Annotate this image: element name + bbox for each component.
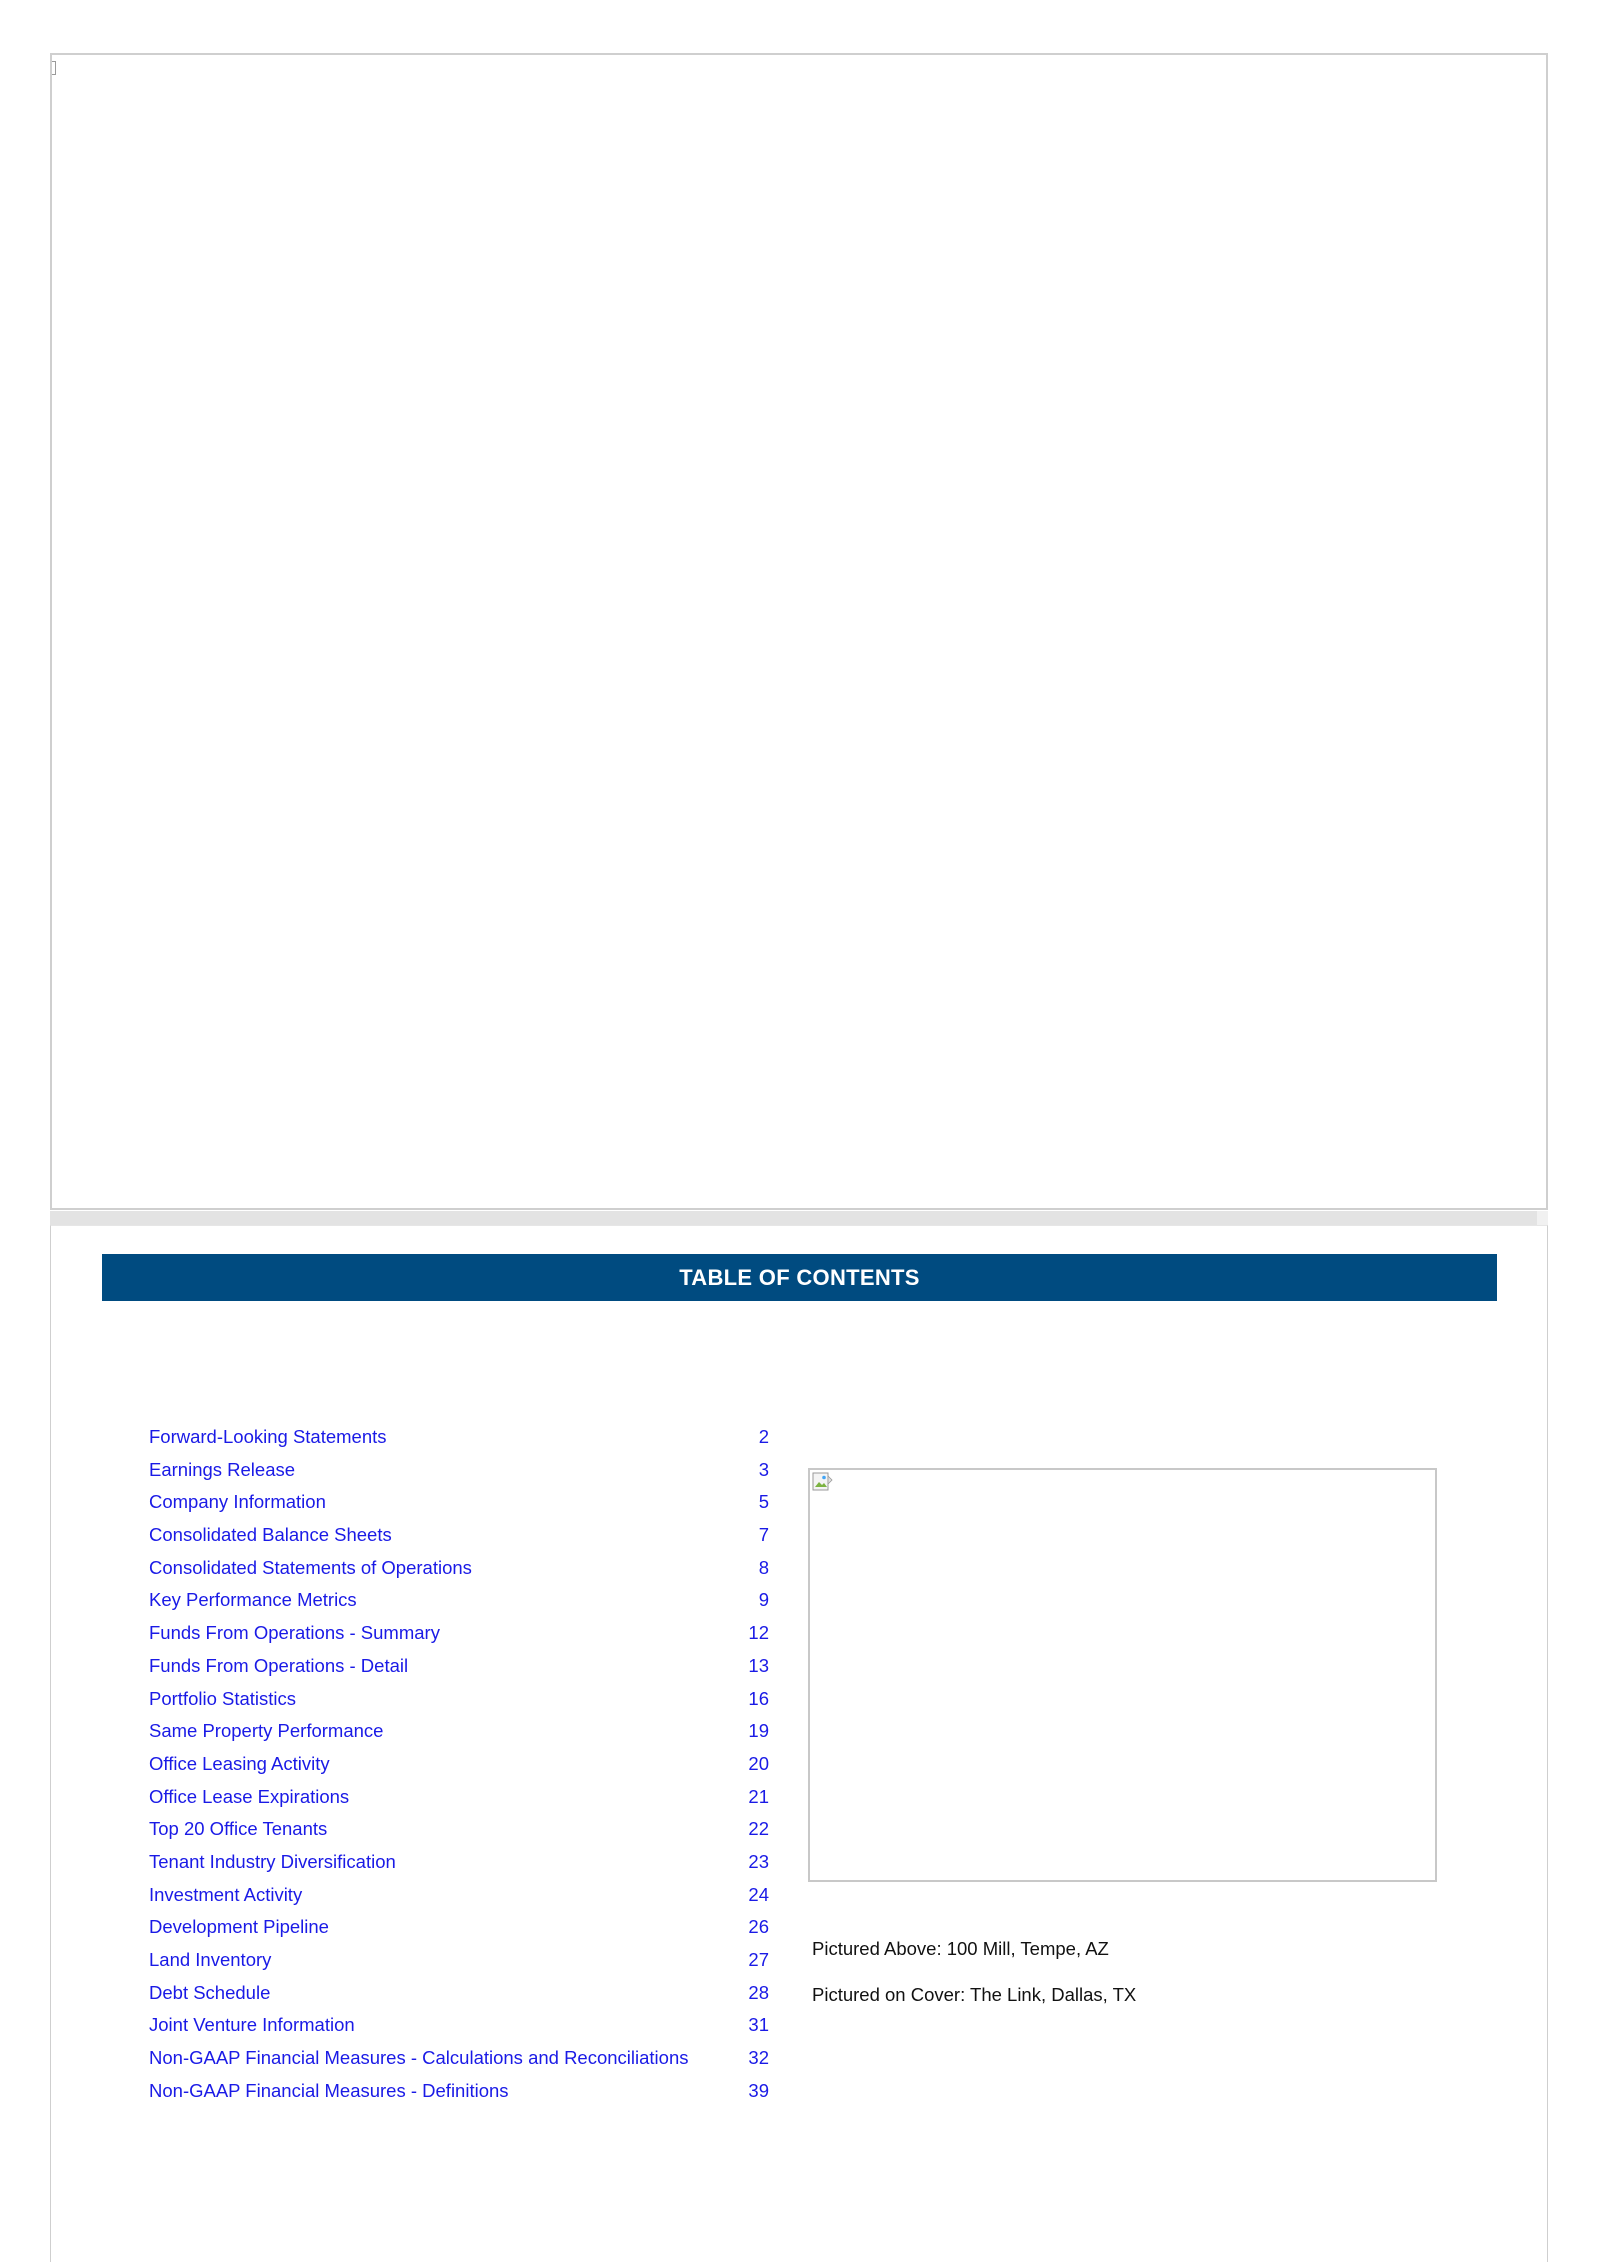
toc-item-page[interactable]: 27: [748, 1949, 769, 1970]
toc-item-label[interactable]: Development Pipeline: [149, 1916, 329, 1938]
toc-item-label[interactable]: Tenant Industry Diversification: [149, 1850, 396, 1872]
toc-item-label[interactable]: Same Property Performance: [149, 1720, 384, 1742]
toc-item-label[interactable]: Office Lease Expirations: [149, 1785, 350, 1807]
toc-item-office-lease-expirations[interactable]: [149, 1786, 769, 1819]
toc-item-page[interactable]: 22: [748, 1818, 769, 1840]
toc-item-ffo-detail[interactable]: [149, 1655, 769, 1688]
toc-item-same-property-performance[interactable]: [149, 1720, 769, 1753]
toc-item-page[interactable]: 31: [748, 2014, 769, 2036]
toc-item-office-leasing-activity[interactable]: [149, 1753, 769, 1786]
toc-item-non-gaap-calculations[interactable]: [149, 2047, 769, 2080]
toc-item-page[interactable]: 26: [748, 1916, 769, 1938]
caption-pictured-cover: Pictured on Cover: The Link, Dallas, TX: [812, 1984, 1137, 2005]
toc-item-debt-schedule[interactable]: [149, 1982, 769, 2015]
toc-item-page[interactable]: 2: [758, 1426, 769, 1447]
toc-item-tenant-industry-diversification[interactable]: [149, 1851, 769, 1884]
toc-item-page[interactable]: 3: [758, 1458, 769, 1480]
broken-image-icon: [812, 1472, 834, 1494]
toc-item-label[interactable]: Land Inventory: [149, 1949, 272, 1970]
toc-item-label[interactable]: Portfolio Statistics: [149, 1687, 297, 1709]
toc-item-label[interactable]: Top 20 Office Tenants: [149, 1818, 328, 1840]
toc-item-land-inventory[interactable]: [149, 1949, 769, 1982]
toc-item-top-20-office-tenants[interactable]: [149, 1818, 769, 1851]
page-separator-end: [1537, 1211, 1548, 1225]
toc-item-development-pipeline[interactable]: [149, 1916, 769, 1949]
toc-item-label[interactable]: Joint Venture Information: [149, 2014, 355, 2036]
toc-item-label[interactable]: Debt Schedule: [149, 1981, 271, 2003]
toc-item-label[interactable]: Forward-Looking Statements: [149, 1426, 387, 1447]
toc-item-label[interactable]: Consolidated Statements of Operations: [149, 1556, 472, 1578]
toc-title: TABLE OF CONTENTS: [679, 1264, 920, 1290]
toc-list: [149, 1426, 769, 2112]
cover-image-frame: [50, 53, 1548, 1210]
toc-item-page[interactable]: 21: [748, 1785, 769, 1807]
toc-item-earnings-release[interactable]: [149, 1459, 769, 1492]
toc-banner: [102, 1254, 1497, 1301]
toc-item-consolidated-statements-of-operations[interactable]: [149, 1557, 769, 1590]
toc-item-ffo-summary[interactable]: [149, 1622, 769, 1655]
toc-item-page[interactable]: 5: [758, 1491, 769, 1513]
toc-item-page[interactable]: 39: [748, 2079, 769, 2101]
caption-pictured-above: Pictured Above: 100 Mill, Tempe, AZ: [812, 1938, 1109, 1959]
toc-item-investment-activity[interactable]: [149, 1884, 769, 1917]
toc-item-page[interactable]: 8: [758, 1556, 769, 1578]
toc-item-page[interactable]: 23: [748, 1850, 769, 1872]
toc-item-page[interactable]: 9: [758, 1589, 769, 1611]
toc-item-key-performance-metrics[interactable]: [149, 1589, 769, 1622]
toc-item-label[interactable]: Funds From Operations - Detail: [149, 1654, 409, 1676]
toc-item-page[interactable]: 7: [758, 1524, 769, 1546]
toc-item-label[interactable]: Investment Activity: [149, 1883, 303, 1905]
toc-item-label[interactable]: Consolidated Balance Sheets: [149, 1524, 392, 1546]
toc-item-consolidated-balance-sheets[interactable]: [149, 1524, 769, 1557]
toc-item-page[interactable]: 32: [748, 2047, 769, 2069]
toc-item-label[interactable]: Key Performance Metrics: [149, 1589, 357, 1611]
toc-item-joint-venture-information[interactable]: [149, 2014, 769, 2047]
page-separator: [50, 1211, 1537, 1225]
broken-image-icon: [52, 61, 56, 75]
toc-item-page[interactable]: 24: [748, 1883, 769, 1905]
toc-item-label[interactable]: Earnings Release: [149, 1458, 296, 1480]
toc-item-page[interactable]: 13: [748, 1654, 769, 1676]
toc-item-portfolio-statistics[interactable]: [149, 1688, 769, 1721]
toc-item-label[interactable]: Non-GAAP Financial Measures - Definitions: [149, 2079, 509, 2101]
toc-item-page[interactable]: 19: [748, 1720, 769, 1742]
toc-item-label[interactable]: Funds From Operations - Summary: [149, 1622, 440, 1644]
toc-item-company-information[interactable]: [149, 1491, 769, 1524]
toc-item-page[interactable]: 12: [748, 1622, 769, 1644]
toc-item-label[interactable]: Non-GAAP Financial Measures - Calculations and Reconciliations: [149, 2047, 689, 2069]
toc-item-forward-looking-statements[interactable]: [149, 1426, 769, 1459]
toc-item-non-gaap-definitions[interactable]: [149, 2080, 769, 2113]
toc-item-page[interactable]: 16: [748, 1687, 769, 1709]
toc-item-page[interactable]: 28: [748, 1981, 769, 2003]
toc-item-label[interactable]: Company Information: [149, 1491, 326, 1513]
toc-item-page[interactable]: 20: [748, 1752, 769, 1774]
toc-item-label[interactable]: Office Leasing Activity: [149, 1752, 330, 1774]
property-photo-frame: [808, 1468, 1437, 1882]
